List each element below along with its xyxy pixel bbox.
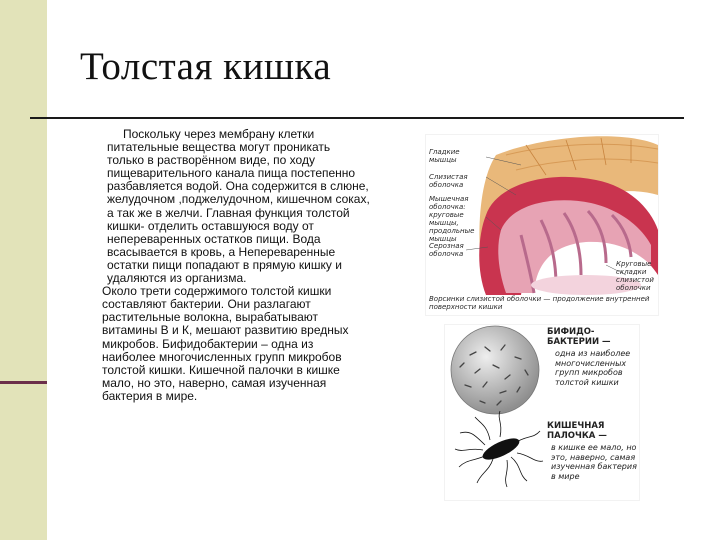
bifido-description: одна из наиболее многочисленных групп микробов толстой кишки [555,349,631,387]
slide-title: Толстая кишка [80,45,332,88]
label-villi-caption: Ворсинки слизистой оболочки — продолжение внутренней поверхности кишки [429,295,650,311]
label-serosa: Серозная оболочка [429,242,464,258]
intestine-illustration [425,134,659,316]
label-circular-folds: Круговые складки слизистой оболочки [616,260,654,292]
body-paragraph-2: Около трети содержимого толстой кишки составляют бактерии. Они разлагают растительные волокна, вырабатывают витамины В и К, мешают развитию вредных микробов. Бифидобактерии – одна из наиболее многочисленных групп микробов толстой кишки. Кишечной палочки в кишке мало, но это, наверно, самая изученная бактерия в мире. [102,284,349,403]
bacteria-illustration [444,324,640,501]
side-accent-line [0,381,47,384]
body-paragraph-1: Поскольку через мембрану клетки питательные вещества могут проникать только в растворённом виде, по ходу пищеварительного канала пища постепенно разбавляется водой. Она содержится в слюне, желудочном ,поджелудочном, кишечном соках, а так же в желчи. Главная функция толстой кишки- отделить оставшуюся воду от непереваренных остатков пищи. Вода всасывается в кровь, а Непереваренные остатки пищи попадают в прямую кишку и удаляются из организма. [107,127,370,286]
title-divider [30,117,684,119]
ecoli-title: КИШЕЧНАЯ ПАЛОЧКА — [547,421,607,441]
label-muscular-layer: Мышечная оболочка: круговые мышцы, продольные мышцы [429,195,475,243]
label-smooth-muscle: Гладкие мышцы [429,148,460,164]
ecoli-description: в кишке ее мало, но это, наверно, самая изученная бактерия в мире [551,443,637,481]
side-decoration-bar [0,0,47,540]
bifido-title: БИФИДО- БАКТЕРИИ — [547,327,611,347]
slide-body [102,128,370,403]
label-mucosa: Слизистая оболочка [429,173,468,189]
